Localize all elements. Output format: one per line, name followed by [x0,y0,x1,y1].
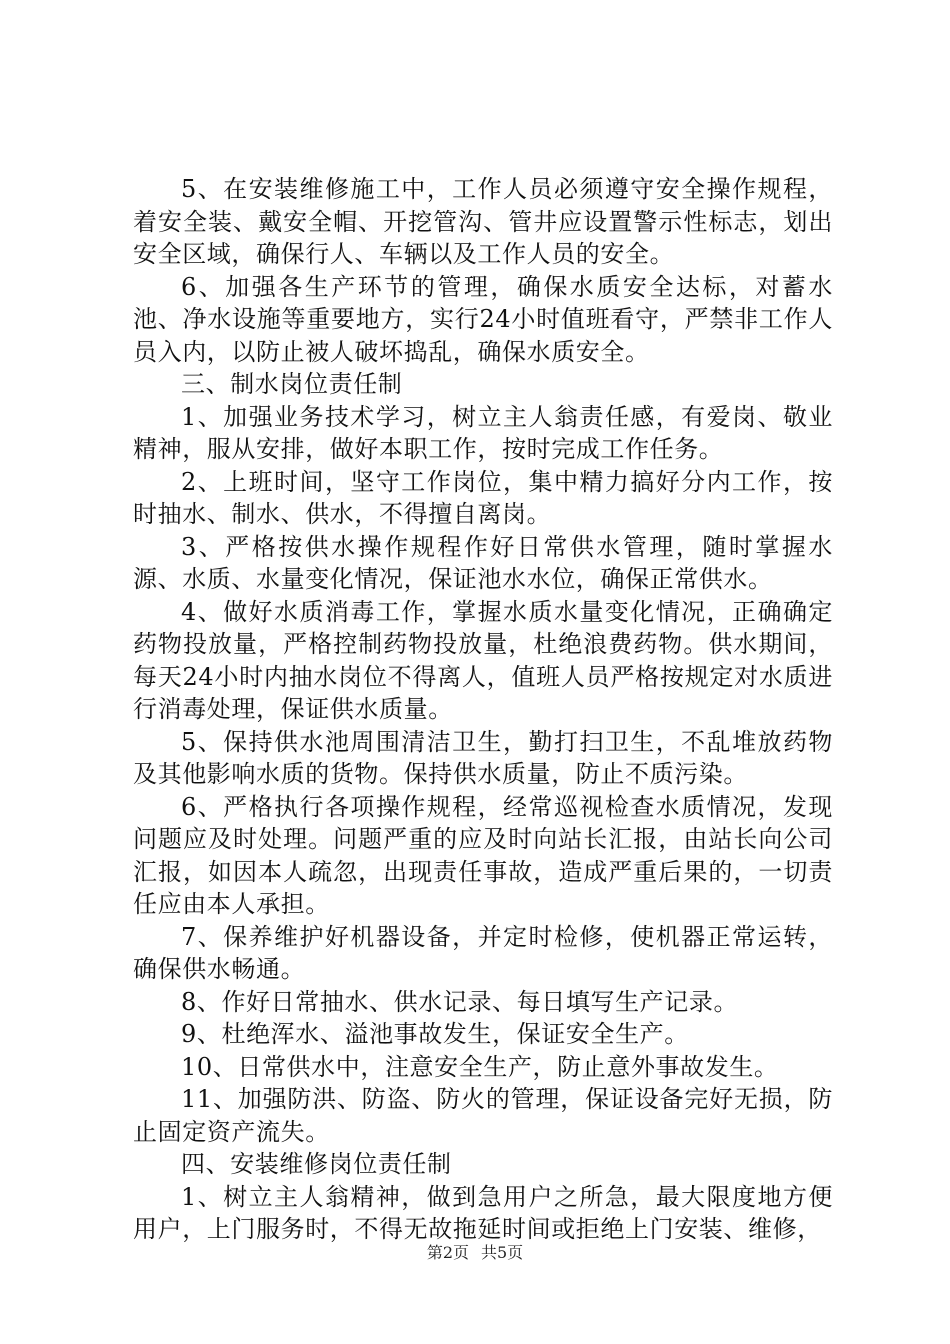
paragraph: 6、严格执行各项操作规程，经常巡视检查水质情况，发现问题应及时处理。问题严重的应及时向站长汇报，由站长向公司汇报，如因本人疏忽，出现责任事故，造成严重后果的，一切责任应由本人承担。 [133,792,833,918]
paragraph: 7、保养维护好机器设备，并定时检修，使机器正常运转，确保供水畅通。 [133,922,833,983]
page-footer [0,1240,950,1263]
section-heading: 三、制水岗位责任制 [181,370,403,398]
paragraph: 10、日常供水中，注意安全生产，防止意外事故发生。 [181,1052,779,1081]
paragraph: 8、作好日常抽水、供水记录、每日填写生产记录。 [181,987,739,1016]
paragraph: 6、加强各生产环节的管理，确保水质安全达标，对蓄水池、净水设施等重要地方，实行24小时值班看守，严禁非工作人员入内，以防止被人破坏捣乱，确保水质安全。 [133,272,833,366]
paragraph: 2、上班时间，坚守工作岗位，集中精力搞好分内工作，按时抽水、制水、供水，不得擅自离岗。 [133,467,833,528]
paragraph: 5、保持供水池周围清洁卫生，勤打扫卫生，不乱堆放药物及其他影响水质的货物。保持供水质量，防止不质污染。 [133,727,833,788]
paragraph: 5、在安装维修施工中，工作人员必须遵守安全操作规程，着安全装、戴安全帽、开挖管沟、管井应设置警示性标志，划出安全区域，确保行人、车辆以及工作人员的安全。 [133,175,833,268]
paragraph: 1、树立主人翁精神，做到急用户之所急，最大限度地方便用户，上门服务时，不得无故拖延时间或拒绝上门安装、维修， [133,1182,833,1243]
paragraph: 9、杜绝浑水、溢池事故发生，保证安全生产。 [181,1020,689,1048]
page-number: 第2页 [426,1243,469,1262]
paragraph: 11、加强防洪、防盗、防火的管理，保证设备完好无损，防止固定资产流失。 [133,1085,833,1146]
paragraph: 1、加强业务技术学习，树立主人翁责任感，有爱岗、敬业精神，服从安排，做好本职工作，按时完成工作任务。 [133,402,833,463]
section-heading: 四、安装维修岗位责任制 [181,1150,452,1178]
page-total: 共5页 [481,1243,524,1262]
document-body [133,173,833,1246]
paragraph: 4、做好水质消毒工作，掌握水质水量变化情况，正确确定药物投放量，严格控制药物投放量，杜绝浪费药物。供水期间，每天24小时内抽水岗位不得离人，值班人员严格按规定对水质进行消毒处理，保证供水质量。 [133,597,833,723]
paragraph: 3、严格按供水操作规程作好日常供水管理，随时掌握水源、水质、水量变化情况，保证池水水位，确保正常供水。 [133,532,833,593]
